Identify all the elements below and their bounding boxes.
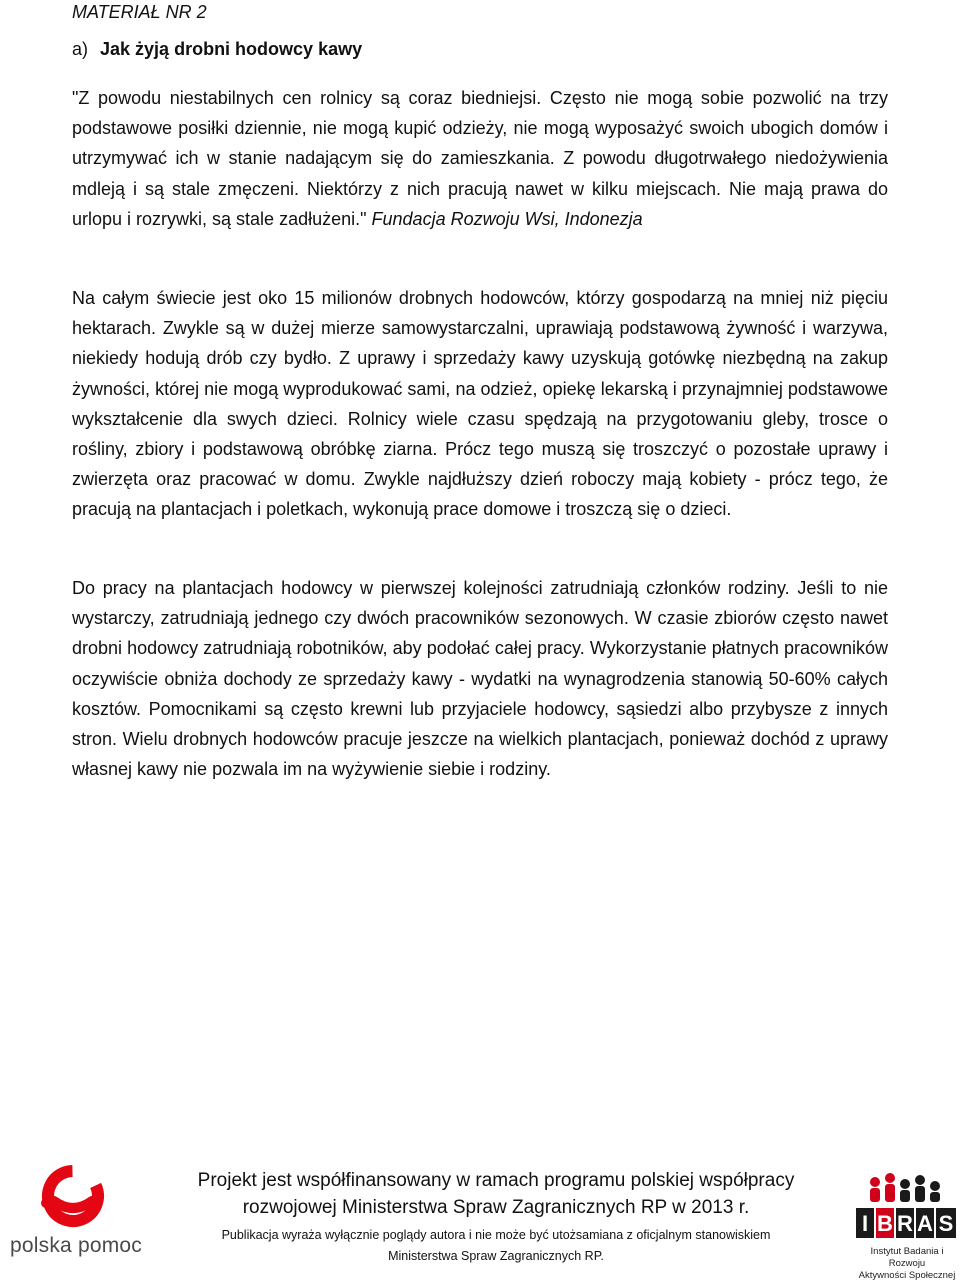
footer-disclaimer bbox=[150, 1225, 842, 1267]
paragraph-smallholders: Na całym świecie jest oko 15 milionów drobnych hodowców, którzy gospodarzą na mniej niż pięciu hektarach. Zwykle są w dużej mierze samowystarczalni, uprawiają podstawową żywność i warzywa, niekiedy hodują drób czy bydło. Z uprawy i sprzedaży kawy uzyskują gotówkę niezbędną na zakup żywności, której nie mogą wyprodukować sami, na odzież, opiekę lekarską i przynajmniej podstawowe wykształcenie dla swych dzieci. Rolnicy wiele czasu spędzają na przygotowaniu gleby, trosce o rośliny, zbiory i podstawową obróbkę ziarna. Prócz tego muszą się troszczyć o pozostałe uprawy i zwierzęta oraz pracować w domu. Zwykle najdłuższy dzień roboczy mają kobiety - prócz tego, że pracują na plantacjach i poletkach, wykonują prace domowe i troszczą się o dzieci. bbox=[72, 288, 888, 520]
section-letter: a) bbox=[72, 39, 89, 59]
material-label: MATERIAŁ NR 2 bbox=[72, 2, 207, 22]
footer-funding bbox=[150, 1167, 842, 1221]
ibras-subtitle-line-2: Aktywności Społecznej bbox=[858, 1270, 956, 1281]
footer-line-2: rozwojowej Ministerstwa Spraw Zagranicznych RP w 2013 r. bbox=[242, 1197, 750, 1218]
polska-pomoc-text: polska pomoc bbox=[10, 1234, 142, 1257]
ibras-letter-r: R bbox=[897, 1211, 913, 1236]
paragraph-quote bbox=[72, 83, 888, 234]
quote-text: "Z powodu niestabilnych cen rolnicy są coraz biedniejsi. Często nie mogą sobie pozwolić na trzy podstawowe posiłki dziennie, nie mogą kupić odzieży, nie mogą wyposażyć swoich ubogich domów i utrzymywać ich w stanie nadającym się do zamieszkania. Z powodu długotrwałego niedożywienia mdleją i są stale zmęczeni. Niektórzy z nich pracują nawet w kilku miejscach. Nie mają prawa do urlopu i rozrywki, są stale zadłużeni." bbox=[72, 88, 888, 229]
ibras-letter-b: B bbox=[877, 1211, 893, 1236]
ibras-letter-a: A bbox=[917, 1211, 933, 1236]
section-heading bbox=[72, 37, 362, 61]
paragraph-workers: Do pracy na plantacjach hodowcy w pierwszej kolejności zatrudniają członków rodziny. Jeśli to nie wystarczy, zatrudniają jednego czy dwóch pracowników sezonowych. W czasie zbiorów często nawet drobni hodowcy zatrudniają robotników, aby podołać całej pracy. Wykorzystanie płatnych pracowników oczywiście obniża dochody ze sprzedaży kawy - wydatki na wynagrodzenia stanowią 50-60% całych kosztów. Pomocnikami są często krewni lub przyjaciele hodowcy, sąsiedzi albo przybysze z innych stron. Wielu drobnych hodowców pracuje jeszcze na wielkich plantacjach, ponieważ dochód z uprawy własnej kawy nie pozwala im na wyżywienie siebie i rodziny. bbox=[72, 578, 888, 780]
ibras-subtitle-line-1: Instytut Badania i Rozwoju bbox=[870, 1246, 944, 1269]
footer-note-line-1: Publikacja wyraża wyłącznie poglądy autora i nie może być utożsamiana z oficjalnym stanowiskiem bbox=[221, 1228, 771, 1242]
footer-note-line-2: Ministerstwa Spraw Zagranicznych RP. bbox=[388, 1249, 604, 1263]
section-title: Jak żyją drobni hodowcy kawy bbox=[100, 39, 363, 59]
quote-source: Fundacja Rozwoju Wsi, Indonezja bbox=[371, 208, 643, 229]
ibras-letter-i: I bbox=[861, 1211, 869, 1236]
ibras-letter-s: S bbox=[938, 1211, 954, 1236]
footer-line-1: Projekt jest współfinansowany w ramach programu polskiej współpracy bbox=[197, 1170, 795, 1191]
